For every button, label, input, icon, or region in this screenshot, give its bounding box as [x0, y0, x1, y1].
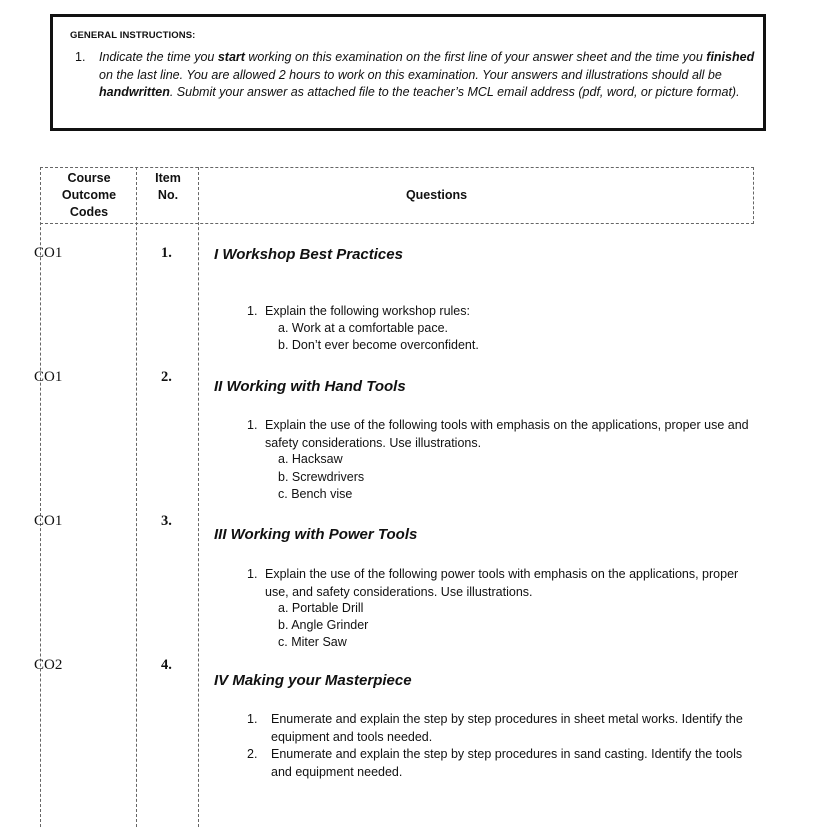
header-course-outcome-codes: Course Outcome Codes	[61, 171, 117, 219]
header-item-no: Item No.	[155, 171, 181, 202]
question-number: 1.	[247, 712, 258, 726]
course-outcome-code: CO1	[34, 369, 63, 385]
course-outcome-code: CO1	[34, 245, 63, 261]
sub-item: a. Portable Drill	[278, 601, 364, 615]
question-number: 2.	[247, 747, 258, 761]
question-text: Explain the use of the following tools with emphasis on the applications, proper use and safety considerations. Use illustrations.	[265, 418, 749, 450]
sub-item: b. Don’t ever become overconfident.	[278, 338, 479, 352]
instructions-title: GENERAL INSTRUCTIONS:	[70, 30, 196, 41]
table-border-top	[40, 167, 754, 168]
section-title: IV Making your Masterpiece	[214, 672, 412, 689]
sub-item: a. Hacksaw	[278, 452, 343, 466]
question-number: 1.	[247, 418, 258, 432]
sub-item: c. Miter Saw	[278, 635, 347, 649]
section-title: II Working with Hand Tools	[214, 378, 406, 395]
item-number: 3.	[161, 513, 172, 529]
column-divider-co	[136, 167, 137, 827]
sub-item: c. Bench vise	[278, 487, 353, 501]
header-divider	[40, 223, 754, 224]
general-instructions-box	[50, 14, 766, 131]
course-outcome-code: CO1	[34, 513, 63, 529]
question-text: Enumerate and explain the step by step procedures in sand casting. Identify the tools and equipment needed.	[271, 747, 743, 779]
header-questions: Questions	[405, 188, 468, 202]
question-text: Explain the following workshop rules:	[265, 304, 470, 318]
question-text: Enumerate and explain the step by step procedures in sheet metal works. Identify the equipment and tools needed.	[271, 712, 743, 744]
instruction-number: 1.	[75, 50, 86, 64]
section-title: I Workshop Best Practices	[214, 246, 403, 263]
section-title: III Working with Power Tools	[214, 526, 418, 543]
instruction-text: Indicate the time you start working on this examination on the first line of your answer sheet and the time you finished on the last line. You are allowed 2 hours to work on this examination. Your answers and illustrations should all be handwritten. Submit your answer as attached file to the teacher’s MCL email address (pdf, word, or picture format).	[99, 50, 755, 99]
sub-item: a. Work at a comfortable pace.	[278, 321, 448, 335]
question-number: 1.	[247, 304, 258, 318]
item-number: 1.	[161, 245, 172, 261]
column-divider-item	[198, 167, 199, 827]
column-border-right	[753, 167, 754, 224]
item-number: 2.	[161, 369, 172, 385]
sub-item: b. Angle Grinder	[278, 618, 369, 632]
item-number: 4.	[161, 657, 172, 673]
question-number: 1.	[247, 567, 258, 581]
sub-item: b. Screwdrivers	[278, 470, 365, 484]
column-border-left	[40, 167, 41, 827]
course-outcome-code: CO2	[34, 657, 63, 673]
question-text: Explain the use of the following power tools with emphasis on the applications, proper use, and safety considerations. Use illustrations.	[265, 567, 739, 599]
